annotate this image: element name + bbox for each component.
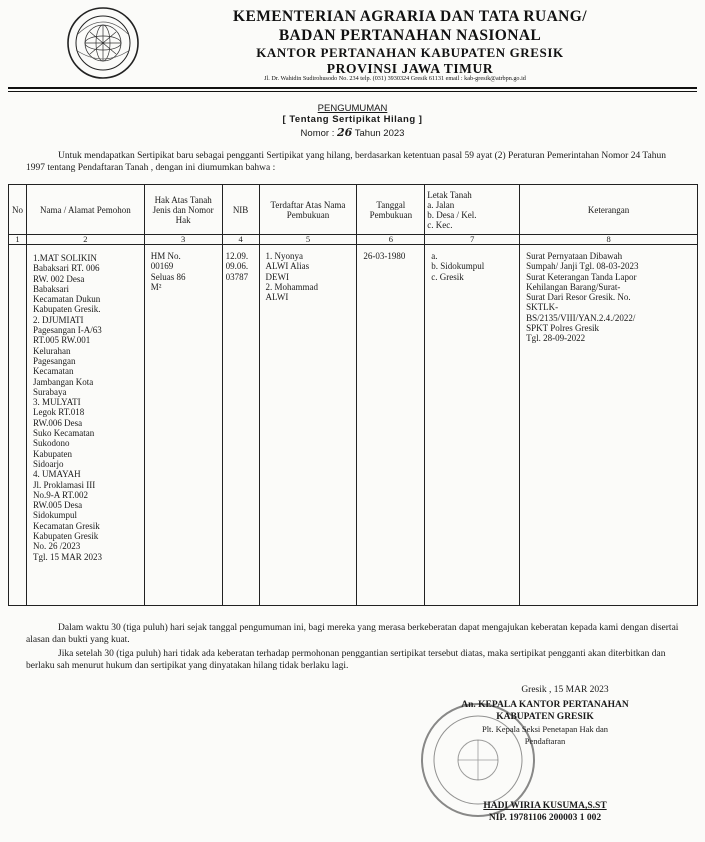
document-heading: PENGUMUMAN (317, 103, 388, 114)
signatory-nip: NIP. 19781106 200003 1 002 (488, 813, 602, 823)
letterhead-rule-thin (8, 91, 697, 92)
col-number: 6 (357, 235, 425, 245)
cell-tanggal (357, 245, 425, 606)
nib-text: 12.09. 09.06. 03787 (225, 251, 249, 282)
pemohon-text: 1.MAT SOLIKIN Babaksari RT. 006 RW. 002 Desa Babaksari Kecamatan Dukun Kabupaten Gresik. 2. DJUMIATI Pagesangan I-A/63 RT.005 RW.001 Kelurahan Pagesangan Kecamatan Jambangan Kota Surabaya 3. MULYATI Legok RT.018 RW.006 Desa Suko Kecamatan Sukodono Kabupaten Sidoarjo 4. UMAYAH Jl. Proklamasi III No.9-A RT.002 RW.005 Desa Sidokumpul Kecamatan Gresik Kabupaten Gresik No. 26 /2023 Tgl. 15 MAR 2023 (32, 253, 102, 562)
signature-place-date: Gresik , 15 MAR 2023 (521, 685, 609, 695)
nomor-value: 26 (336, 126, 353, 139)
col-number: 1 (9, 235, 27, 245)
col-header-hak: Hak Atas Tanah Jenis dan Nomor Hak (144, 185, 222, 235)
letterhead-line-3: KANTOR PERTANAHAN KABUPATEN GRESIK (256, 45, 564, 60)
col-header-tanggal: Tanggal Pembukuan (357, 185, 425, 235)
cell-keterangan (520, 245, 698, 606)
cell-atas-nama (259, 245, 357, 606)
col-header-nib: NIB (222, 185, 259, 235)
nomor-suffix: Tahun 2023 (354, 128, 405, 139)
table-number-row (9, 235, 698, 245)
cell-hak (144, 245, 222, 606)
atas-nama-text: 1. Nyonya ALWI Alias DEWI 2. Mohammad ALWI (265, 251, 319, 303)
col-header-pemohon: Nama / Alamat Pemohon (26, 185, 144, 235)
tanggal-text: 26-03-1980 (363, 251, 406, 261)
hak-text: HM No. 00169 Seluas 86 M² (150, 251, 186, 292)
signature-line-3: Plt. Kepala Seksi Penetapan Hak dan (481, 724, 609, 734)
cell-pemohon (26, 245, 144, 606)
letterhead-rule-thick (8, 87, 697, 89)
keterangan-text: Surat Pernyataan Dibawah Sumpah/ Janji Tgl. 08-03-2023 Surat Keterangan Tanda Lapor Kehilangan Barang/Surat- Surat Dari Resor Gresik. No. SKTLK- BS/2135/VIII/YAN.2.4./2022/ SPKT Polres Gresik Tgl. 28-09-2022 (526, 251, 639, 344)
letterhead-line-2: BADAN PERTANAHAN NASIONAL (278, 27, 542, 44)
letterhead-line-4: PROVINSI JAWA TIMUR (326, 61, 494, 76)
letterhead-address: Jl. Dr. Wahidin Sudirohusodo No. 234 telp. (031) 3930324 Gresik 61131 email : kab-gresik@atrbpn.go.id (264, 75, 526, 82)
cell-no (9, 245, 27, 606)
col-number: 4 (222, 235, 259, 245)
letak-text: a. b. Sidokumpul c. Gresik (431, 251, 485, 282)
closing-paragraph-2: Jika setelah 30 (tiga puluh) hari tidak ada keberatan terhadap permohonan penggantian sertipikat tersebut diatas, maka sertipikat pengganti akan diterbitkan dan berlaku sah menurut hukum dan sertipikat yang dinyatakan hilang tidak berlaku lagi. (26, 649, 666, 671)
col-number: 2 (26, 235, 144, 245)
cell-letak (425, 245, 520, 606)
document-subtitle: [ Tentang Sertipikat Hilang ] (282, 114, 423, 125)
col-number: 7 (425, 235, 520, 245)
bpn-logo-icon (66, 6, 140, 80)
signature-line-4: Pendaftaran (524, 736, 566, 746)
col-number: 3 (144, 235, 222, 245)
table-row (9, 245, 698, 606)
signatory-name: HADI WIRIA KUSUMA,S.ST (483, 801, 607, 811)
document-number (0, 126, 705, 139)
col-header-keterangan: Keterangan (520, 185, 698, 235)
col-number: 5 (259, 235, 357, 245)
closing-paragraph-1: Dalam waktu 30 (tiga puluh) hari sejak tanggal pengumuman ini, bagi mereka yang merasa berkeberatan dapat mengajukan keberatan kepada kami dengan disertai alasan dan bukti yang kuat. (26, 623, 679, 645)
signature-line-1: An. KEPALA KANTOR PERTANAHAN (461, 700, 629, 710)
nomor-prefix: Nomor : (300, 128, 335, 139)
signature-line-2: KABUPATEN GRESIK (496, 712, 594, 722)
col-header-letak: Letak Tanah a. Jalan b. Desa / Kel. c. Kec. (425, 185, 520, 235)
intro-paragraph: Untuk mendapatkan Sertipikat baru sebagai pengganti Sertipikat yang hilang, berdasarkan ketentuan pasal 59 ayat (2) Peraturan Pemerintahan Nomor 24 Tahun 1997 tentang Pendaftaran Tanah , dengan ini diumumkan bahwa : (26, 151, 667, 173)
table-header-row (9, 185, 698, 235)
cell-nib (222, 245, 259, 606)
letterhead-line-1: KEMENTERIAN AGRARIA DAN TATA RUANG/ (233, 8, 587, 25)
col-number: 8 (520, 235, 698, 245)
col-header-no: No (9, 185, 27, 235)
col-header-atas-nama: Terdaftar Atas Nama Pembukuan (259, 185, 357, 235)
certificate-table (8, 184, 698, 606)
